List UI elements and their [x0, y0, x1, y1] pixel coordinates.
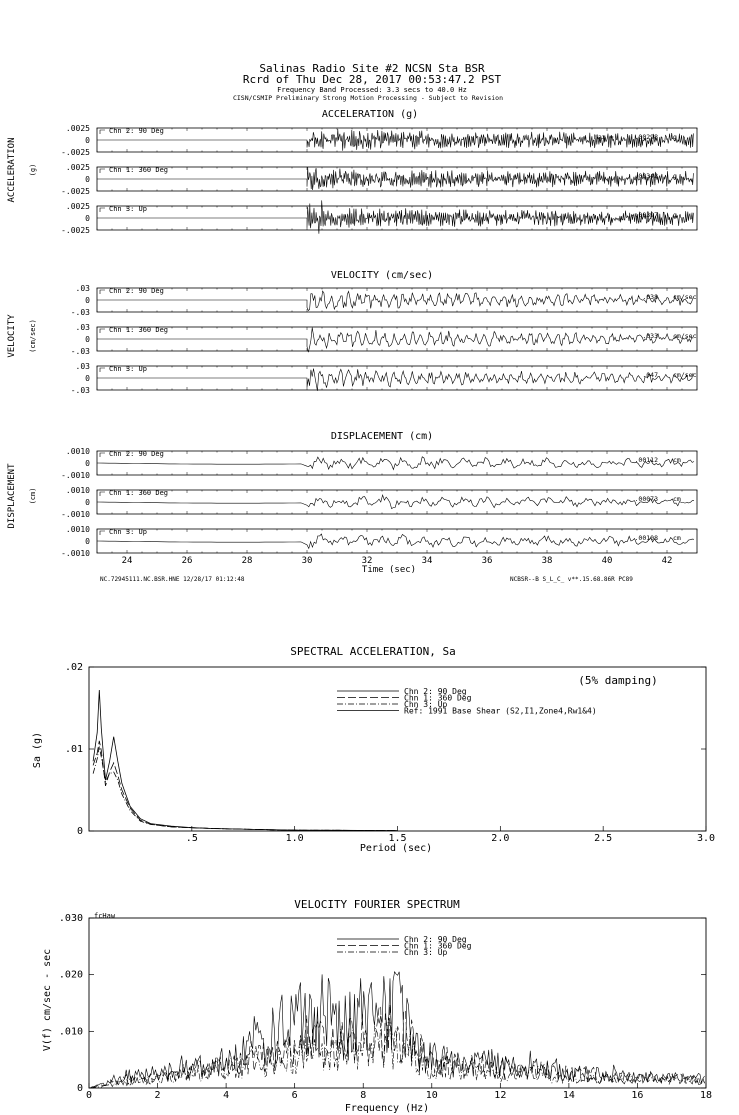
velocity-ytick-top: .03 — [75, 323, 90, 332]
spectral-ytick-label: .01 — [64, 744, 83, 755]
displacement-unit-label: (cm) — [29, 487, 37, 505]
displacement-channel-bracket — [100, 531, 105, 535]
time-tick-label: 40 — [601, 556, 613, 566]
spectral-legend-label: Chn 2: 90 Deg — [404, 687, 467, 696]
time-tick-label: 26 — [181, 556, 193, 566]
acceleration-waveform — [97, 200, 693, 233]
velocity-ytick-mid: 0 — [85, 296, 90, 305]
velocity-ytick-bottom: -.03 — [70, 308, 90, 317]
displacement-channel-bracket — [100, 453, 105, 457]
acceleration-peak-value: .00342 — [634, 172, 658, 180]
spectral-xtick-label: 2.0 — [491, 833, 510, 844]
displacement-side-label: DISPLACEMENT — [7, 463, 17, 529]
displacement-peak-unit: cm — [673, 495, 681, 503]
displacement-ytick-mid: 0 — [85, 459, 90, 468]
fourier-frame — [89, 918, 706, 1088]
acceleration-ytick-mid: 0 — [85, 136, 90, 145]
spectral-xtick-label: 3.0 — [696, 833, 716, 844]
fourier-xtick-label: 4 — [223, 1090, 230, 1101]
acceleration-ytick-top: .0025 — [65, 202, 90, 211]
acceleration-ytick-bottom: -.0025 — [61, 148, 90, 157]
spectral-title: SPECTRAL ACCELERATION, Sa — [290, 645, 456, 658]
velocity-peak-unit: cm/sec — [673, 371, 697, 379]
spectral-xtick-label: 1.5 — [388, 833, 407, 844]
spectral-legend-label: Chn 3: Up — [404, 700, 448, 709]
acceleration-max-prefix: Max = — [594, 133, 614, 141]
velocity-ytick-mid: 0 — [85, 374, 90, 383]
fourier-ytick-label: .010 — [58, 1026, 83, 1038]
velocity-peak-value: .047 — [642, 371, 658, 379]
spectral-ylabel: Sa (g) — [32, 731, 43, 769]
fourier-legend-label: Chn 2: 90 Deg — [404, 935, 467, 944]
footer-right: NCBSR--B S_L_C_ v**.15.68.86R PC89 — [510, 576, 633, 583]
velocity-waveform — [97, 369, 693, 391]
displacement-ytick-top: .0010 — [65, 486, 90, 495]
displacement-channel-label: Chn 3: Up — [109, 528, 147, 536]
velocity-channel-label: Chn 2: 90 Deg — [109, 287, 164, 295]
header-band: Frequency Band Processed: 3.3 secs to 40.0 Hz — [277, 86, 467, 94]
spectral-xtick-label: .5 — [185, 833, 198, 844]
time-tick-label: 28 — [241, 556, 253, 566]
velocity-waveform — [97, 328, 693, 353]
velocity-peak-value: .033 — [642, 332, 658, 340]
fourier-ytick-label: .030 — [58, 913, 83, 924]
fourier-xtick-label: 10 — [425, 1090, 438, 1101]
fourier-spectrum-plot — [42, 898, 712, 1114]
displacement-ytick-top: .0010 — [65, 447, 90, 456]
time-tick-label: 30 — [301, 556, 313, 566]
velocity-side-label: VELOCITY — [7, 314, 17, 358]
spectral-ytick-label: .02 — [64, 662, 83, 673]
velocity-ytick-bottom: -.03 — [70, 347, 90, 356]
fourier-xtick-label: 16 — [631, 1090, 644, 1101]
time-axis-label: Time (sec) — [361, 565, 417, 575]
acceleration-unit-label: (g) — [29, 163, 37, 177]
velocity-ytick-top: .03 — [75, 362, 90, 371]
displacement-ytick-bottom: -.0010 — [61, 471, 90, 480]
fourier-ytick-label: .020 — [58, 969, 83, 981]
time-tick-label: 32 — [361, 556, 373, 566]
fourier-corner-label: fcHaw — [94, 912, 116, 920]
fourier-xtick-label: 0 — [85, 1090, 93, 1101]
displacement-peak-unit: cm — [673, 534, 681, 542]
acceleration-channel-bracket — [100, 130, 105, 134]
displacement-peak-unit: cm — [673, 456, 681, 464]
time-tick-label: 36 — [481, 556, 493, 566]
displacement-title: DISPLACEMENT (cm) — [330, 431, 434, 442]
velocity-plot — [7, 270, 697, 395]
acceleration-ytick-mid: 0 — [85, 175, 90, 184]
acceleration-waveform — [97, 167, 693, 190]
spectral-legend-label: Chn 1: 360 Deg — [404, 693, 472, 703]
time-tick-label: 42 — [661, 556, 673, 566]
acceleration-ytick-bottom: -.0025 — [61, 226, 90, 235]
fourier-title: VELOCITY FOURIER SPECTRUM — [294, 898, 460, 911]
displacement-ytick-mid: 0 — [85, 498, 90, 507]
velocity-title: VELOCITY (cm/sec) — [330, 270, 434, 281]
fourier-legend-label: Chn 1: 360 Deg — [404, 941, 472, 951]
footer-left: NC.72945111.NC.BSR.HNE 12/28/17 01:12:48 — [100, 576, 245, 583]
displacement-peak-value: .00112 — [634, 456, 658, 464]
velocity-ytick-bottom: -.03 — [70, 386, 90, 395]
fourier-legend-label: Chn 3: Up — [404, 948, 448, 957]
acceleration-ytick-bottom: -.0025 — [61, 187, 90, 196]
header-record: Rcrd of Thu Dec 28, 2017 00:53:47.2 PST — [242, 73, 502, 86]
displacement-peak-value: .00108 — [634, 534, 658, 542]
displacement-ytick-bottom: -.0010 — [61, 549, 90, 558]
fourier-ylabel: V(f) cm/sec - sec — [42, 948, 53, 1052]
acceleration-ytick-top: .0025 — [65, 124, 90, 133]
velocity-ytick-mid: 0 — [85, 335, 90, 344]
velocity-channel-bracket — [100, 290, 105, 294]
velocity-channel-bracket — [100, 368, 105, 372]
displacement-peak-value: .00073 — [634, 495, 658, 503]
time-tick-label: 38 — [541, 556, 553, 566]
time-tick-label: 34 — [421, 556, 433, 566]
displacement-ytick-top: .0010 — [65, 525, 90, 534]
acceleration-channel-bracket — [100, 169, 105, 173]
displacement-waveform — [97, 495, 694, 509]
acceleration-peak-unit: g — [673, 211, 677, 219]
fourier-xtick-label: 2 — [154, 1090, 161, 1101]
acceleration-channel-bracket — [100, 208, 105, 212]
acceleration-peak-value: .00298 — [634, 133, 658, 141]
spectral-ytick-label: 0 — [76, 826, 83, 837]
header-station: Salinas Radio Site #2 NCSN Sta BSR — [259, 62, 485, 75]
acceleration-peak-value: -.00397 — [630, 211, 658, 219]
acceleration-channel-label: Chn 2: 90 Deg — [109, 127, 164, 135]
spectral-xlabel: Period (sec) — [359, 843, 433, 854]
acceleration-title: ACCELERATION (g) — [321, 109, 419, 120]
fourier-xlabel: Frequency (Hz) — [344, 1103, 430, 1114]
header-disclaimer: CISN/CSMIP Preliminary Strong Motion Processing - Subject to Revision — [232, 94, 504, 102]
displacement-waveform — [97, 534, 694, 548]
spectral-frame — [89, 667, 706, 831]
velocity-waveform — [97, 291, 693, 310]
fourier-xtick-label: 12 — [494, 1090, 507, 1101]
acceleration-plot — [7, 109, 697, 235]
displacement-channel-label: Chn 2: 90 Deg — [109, 450, 164, 458]
acceleration-ytick-top: .0025 — [65, 163, 90, 172]
velocity-channel-bracket — [100, 329, 105, 333]
velocity-peak-unit: cm/sec — [673, 332, 697, 340]
displacement-plot — [7, 431, 697, 575]
displacement-waveform — [97, 457, 694, 470]
spectral-annotation: (5% damping) — [578, 674, 658, 687]
fourier-xtick-label: 14 — [562, 1090, 575, 1101]
time-tick-label: 24 — [121, 556, 133, 566]
fourier-xtick-label: 6 — [291, 1090, 298, 1101]
velocity-unit-label: (cm/sec) — [29, 319, 37, 353]
fourier-xtick-label: 8 — [360, 1090, 367, 1101]
displacement-channel-label: Chn 1: 360 Deg — [109, 489, 169, 497]
velocity-channel-label: Chn 3: Up — [109, 365, 147, 373]
spectral-xtick-label: 2.5 — [594, 833, 613, 844]
velocity-peak-unit: cm/sec — [673, 293, 697, 301]
fourier-ytick-label: 0 — [76, 1083, 83, 1094]
fourier-xtick-label: 18 — [699, 1090, 713, 1101]
spectral-xtick-label: 1.0 — [285, 833, 304, 844]
displacement-channel-bracket — [100, 492, 105, 496]
acceleration-channel-label: Chn 1: 360 Deg — [109, 166, 169, 174]
velocity-channel-label: Chn 1: 360 Deg — [109, 326, 169, 334]
spectral-legend-label: Ref: 1991 Base Shear (S2,I1,Zone4,Rw1&4) — [404, 706, 597, 716]
displacement-panel-3 — [97, 529, 697, 553]
spectral-acceleration-plot — [32, 645, 715, 854]
acceleration-channel-label: Chn 3: Up — [109, 205, 147, 213]
velocity-peak-value: .038 — [642, 293, 658, 301]
velocity-ytick-top: .03 — [75, 284, 90, 293]
acceleration-peak-unit: g — [673, 172, 677, 180]
displacement-ytick-mid: 0 — [85, 537, 90, 546]
acceleration-ytick-mid: 0 — [85, 214, 90, 223]
acceleration-side-label: ACCELERATION — [7, 137, 17, 203]
spectral-series-line — [93, 690, 397, 831]
acceleration-peak-unit: g — [673, 133, 677, 141]
displacement-ytick-bottom: -.0010 — [61, 510, 90, 519]
